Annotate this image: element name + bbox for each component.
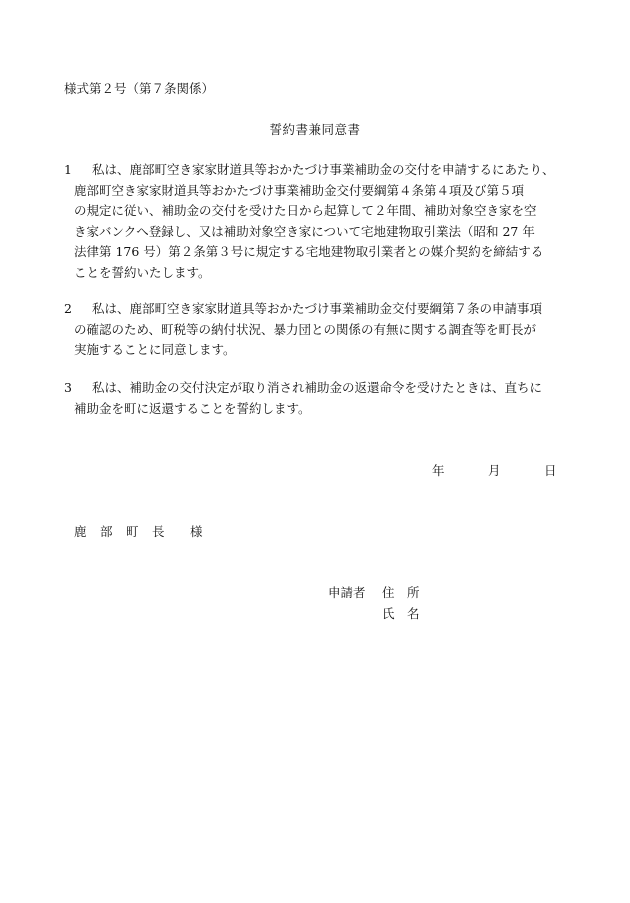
clause-line: 法律第 176 号）第２条第３号に規定する宅地建物取引業者との媒介契約を締結する: [74, 244, 544, 259]
clause-line: 実施することに同意します。: [74, 342, 236, 357]
clause-line: 補助金を町に返還することを誓約します。: [74, 400, 311, 416]
clause-number: 3: [64, 380, 72, 395]
applicant-label: 申請者: [328, 585, 366, 600]
clause-line: [64, 299, 584, 320]
clause-number: 2: [64, 301, 72, 316]
addressee-char: 長: [152, 524, 165, 539]
clause-line: [64, 160, 584, 181]
clause-line: ことを誓約いたします。: [74, 264, 211, 280]
applicant-name-row: [382, 604, 420, 622]
clause-line: 鹿部町空き家家財道具等おかたづけ事業補助金交付要綱第４条第４項及び第５項: [74, 182, 525, 198]
clause-line: き家バンクへ登録し、又は補助対象空き家について宅地建物取引業法（昭和 27 年: [74, 223, 535, 239]
clause-text: 私は、補助金の交付決定が取り消され補助金の返還命令を受けたときは、直ちに: [92, 380, 543, 395]
form-number: 様式第２号（第７条関係）: [64, 81, 215, 96]
clause-2: [64, 299, 584, 361]
clause-line: の規定に従い、補助金の交付を受けた日から起算して２年間、補助対象空き家を空: [74, 203, 537, 218]
date-line: [432, 461, 557, 479]
clause-text: 私は、鹿部町空き家家財道具等おかたづけ事業補助金の交付を申請するにあたり、: [92, 162, 555, 177]
clause-3: [64, 378, 584, 419]
clause-1: [64, 160, 584, 283]
addressee-honorific: 様: [190, 524, 203, 539]
date-year-label: 年: [432, 463, 445, 478]
clause-line: の確認のため、町税等の納付状況、暴力団との関係の有無に関する調査等を町長が: [74, 321, 537, 337]
addressee-char: 部: [100, 524, 113, 539]
clause-text: 私は、鹿部町空き家家財道具等おかたづけ事業補助金交付要綱第７条の申請事項: [92, 301, 543, 316]
date-day-label: 日: [544, 463, 557, 478]
clause-line: [64, 378, 584, 399]
addressee-char: 鹿: [74, 524, 87, 539]
addressee-char: 町: [126, 524, 139, 539]
document-title: 誓約書兼同意書: [269, 122, 361, 137]
clause-number: 1: [64, 162, 72, 177]
addressee: [74, 522, 203, 540]
applicant-address-row: [328, 583, 420, 601]
date-month-label: 月: [488, 463, 501, 478]
address-label: 住 所: [382, 585, 420, 600]
name-label: 氏 名: [382, 606, 420, 621]
